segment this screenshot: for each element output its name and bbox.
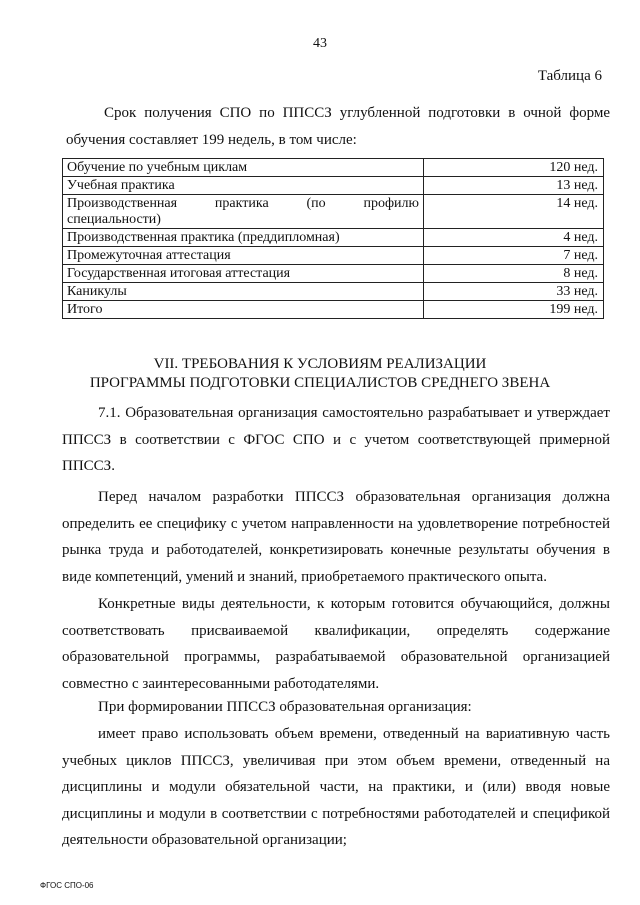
table-label: Таблица 6 xyxy=(537,68,602,84)
page-number: 43 xyxy=(313,36,327,51)
row-value: 4 нед. xyxy=(424,229,604,247)
row-label: Производственная практика (преддипломная) xyxy=(63,229,424,247)
table-row xyxy=(63,195,604,229)
paragraph-7-1: 7.1. Образовательная организация самостоятельно разрабатывает и утверждает ППССЗ в соответствии с ФГОС СПО и с учетом соответствующей примерной ППССЗ. xyxy=(62,405,610,474)
table-row xyxy=(63,159,604,177)
table-row xyxy=(63,177,604,195)
row-label: Каникулы xyxy=(63,283,424,301)
row-label: Учебная практика xyxy=(63,177,424,195)
row-label-line2: специальности) xyxy=(67,212,161,227)
study-duration-table xyxy=(62,158,604,319)
footer-code: ФГОС СПО-06 xyxy=(40,881,94,890)
row-value: 13 нед. xyxy=(424,177,604,195)
row-value: 199 нед. xyxy=(424,301,604,319)
row-value: 8 нед. xyxy=(424,265,604,283)
table-row xyxy=(63,301,604,319)
table-row xyxy=(63,265,604,283)
row-label-line1: Производственная практика (по профилю xyxy=(67,196,419,211)
section-heading-line1: VII. ТРЕБОВАНИЯ К УСЛОВИЯМ РЕАЛИЗАЦИИ xyxy=(153,356,487,372)
row-label-multiline xyxy=(63,195,424,229)
paragraph-variable-part: имеет право использовать объем времени, отведенный на вариативную часть учебных циклов ППССЗ, увеличивая при этом объем времени, отведенный на дисциплины и модули обязательной части, на практики, и (или) вводя новые дисциплины и модули в соответствии с потребностями работодателей и спецификой деятельности образовательной организации; xyxy=(62,726,610,848)
paragraph-activities: Конкретные виды деятельности, к которым готовится обучающийся, должны соответствовать присваиваемой квалификации, определять содержание образовательной программы, разрабатываемой образовательной организацией совместно с заинтересованными работодателями. xyxy=(62,596,610,692)
table-row xyxy=(63,283,604,301)
row-label: Государственная итоговая аттестация xyxy=(63,265,424,283)
row-value: 14 нед. xyxy=(424,195,604,229)
intro-paragraph: Срок получения СПО по ППССЗ углубленной подготовки в очной форме обучения составляет 199 недель, в том числе: xyxy=(66,105,610,148)
row-value: 120 нед. xyxy=(424,159,604,177)
row-value: 7 нед. xyxy=(424,247,604,265)
paragraph-specifics: Перед началом разработки ППССЗ образовательная организация должна определить ее специфику с учетом направленности на удовлетворение потребностей рынка труда и работодателей, конкретизировать конечные результаты обучения в виде компетенций, умений и знаний, приобретаемого практического опыта. xyxy=(62,489,610,585)
row-label: Итого xyxy=(63,301,424,319)
paragraph-formation: При формировании ППССЗ образовательная организация: xyxy=(98,699,472,715)
row-label: Обучение по учебным циклам xyxy=(63,159,424,177)
section-heading xyxy=(0,355,640,393)
row-value: 33 нед. xyxy=(424,283,604,301)
section-heading-line2: ПРОГРАММЫ ПОДГОТОВКИ СПЕЦИАЛИСТОВ СРЕДНЕГО ЗВЕНА xyxy=(89,375,551,391)
row-label: Промежуточная аттестация xyxy=(63,247,424,265)
table-row xyxy=(63,229,604,247)
table-row xyxy=(63,247,604,265)
